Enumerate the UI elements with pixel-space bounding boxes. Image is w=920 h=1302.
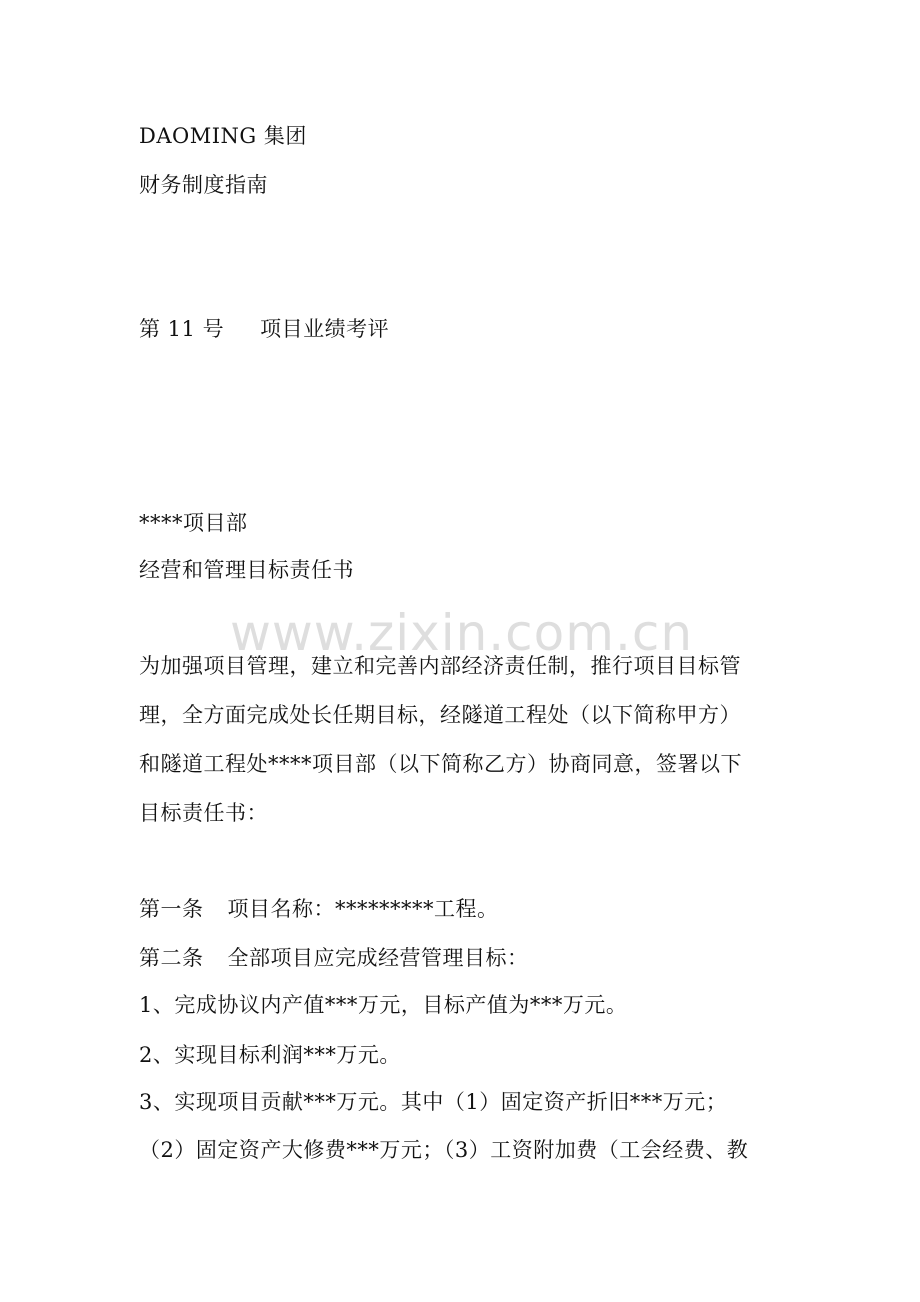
item-1: 1、完成协议内产值***万元，目标产值为***万元。 [139,993,628,1017]
doc-number-line [139,314,389,344]
item-2: 2、实现目标利润***万元。 [139,1043,401,1067]
article-two-text: 全部项目应完成经营管理目标： [227,946,529,970]
guide-title: 财务制度指南 [139,173,268,197]
item-3-continued: （2）固定资产大修费***万元；（3）工资附加费（工会经费、教 [139,1138,749,1162]
doc-number: 第 11 号 [139,317,225,341]
intro-line-1: 为加强项目管理，建立和完善内部经济责任制，推行项目目标管 [139,654,741,678]
watermark: www.zixin.com.cn [230,604,694,662]
article-one-label: 第一条 [139,897,204,921]
article-two-label: 第二条 [139,946,204,970]
item-3: 3、实现项目贡献***万元。其中（1）固定资产折旧***万元； [139,1090,728,1114]
company-name: DAOMING 集团 [139,124,307,148]
intro-line-3: 和隧道工程处****项目部（以下简称乙方）协商同意，签署以下 [139,752,742,776]
article-two [139,943,529,973]
article-one-text: 项目名称：*********工程。 [227,897,499,921]
responsibility-title: 经营和管理目标责任书 [139,558,354,582]
doc-title: 项目业绩考评 [260,317,390,341]
article-one [139,894,499,924]
intro-line-4: 目标责任书： [139,801,268,825]
department-name: ****项目部 [139,511,248,535]
intro-line-2: 理，全方面完成处长任期目标，经隧道工程处（以下简称甲方） [139,703,741,727]
